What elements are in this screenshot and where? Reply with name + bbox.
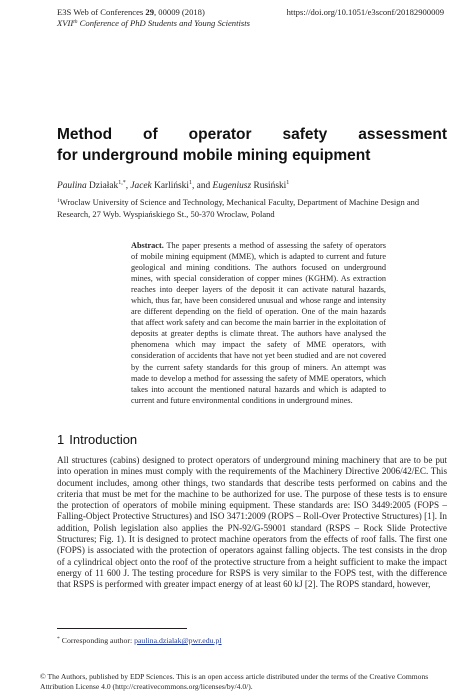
author-2: Jacek Karliński$^1$ <box>130 180 192 191</box>
abstract-label: Abstract. <box>131 241 164 250</box>
journal-volume: 29 <box>145 7 154 17</box>
running-header-left <box>57 7 250 29</box>
license-notice: © The Authors, published by EDP Sciences. This is an open access article distributed under the terms of the Creative Commons Attribution License 4.0 (http://creativecommons.org/licenses/by/4.0/). <box>40 672 429 691</box>
author-list: Paulina Działak$^{1,*}$, Jacek Karliński$^1$, and Eugeniusz Rusiński$^1$ <box>57 180 290 191</box>
author-3: Eugeniusz Rusiński$^1$ <box>212 180 290 191</box>
section-number: 1 <box>57 432 65 447</box>
doi-link[interactable]: https://doi.org/10.1051/e3sconf/20182900009 <box>286 7 444 17</box>
conference-name: XVIIth Conference of PhD Students and Young Scientists <box>57 18 250 28</box>
journal-name: E3S Web of Conferences 29, 00009 (2018) <box>57 7 205 17</box>
abstract-text: The paper presents a method of assessing the safety of operators of mobile mining equipment (MME), which is adapted to current and future geological and mining conditions. The authors focused on underground mines, with special consideration of copper mines (KGHM). As extraction reaches into deeper layers of the deposit it can activate natural hazards, which, thus far, have been considered unusual and whose range and intensity are different depending on the field of operation. One of the main hazards that affect work safety and can become the main barrier in the exploitation of deposits at greater depths is climate threat. The authors have analysed the phenomena which may impact the safety of MME operators, with consideration of accidents that have not yet been studied and are not covered by the current safety standards for this group of miners. An attempt was made to develop a method for assessing the safety of MME operators, which takes into account the mentioned natural hazards and which is adapted to current and future environmental conditions in underground mines. <box>131 241 387 405</box>
paper-title-line-2: for underground mobile mining equipment <box>57 147 371 164</box>
footnote-divider <box>57 628 187 629</box>
author-email-link[interactable]: paulina.dzialak@pwr.edu.pl <box>134 636 222 645</box>
section-title: Introduction <box>69 432 138 447</box>
corresponding-author-footnote: * Corresponding author: paulina.dzialak@pwr.edu.pl <box>57 636 222 645</box>
abstract <box>131 240 386 406</box>
section-heading <box>57 432 137 448</box>
paper-title-line-1: Method of operator safety assessment <box>57 126 447 143</box>
body-paragraph: All structures (cabins) designed to protect operators of underground mining machinery that are to be put into operation in mines must comply with the requirements of the Machinery Directive 2006/42/EC. This document includes, among other things, two standards that describe tests performed on cabins and the criteria that must be met for the machine to be authorized for use. The purpose of these tests is to ensure the protection of operators of mobile mining equipment. These standards are: ISO 3449:2005 (FOPS – Falling-Object Protective Structures) and ISO 3471:2009 (ROPS – Roll-Over Protective Structures) [1]. In addition, Polish legislation also applies the PN-92/G-59001 standard (RSPS – Rock Slide Protective Structures; Fig. 1). It is designed to protect machine operators from the effects of roof falls. The first one (FOPS) is associated with the protection of operators against falling objects. The test consists in the drop of a cylindrical object onto the roof of the protective structure from a height sufficient to make the impact energy of 11 600 J. The testing procedure for RSPS is very similar to the FOPS test, with the difference that RSPS is performed with greater impact energy of at least 60 kJ [2]. The ROPS standard, however, <box>57 455 447 590</box>
author-1: Paulina Działak$^{1,*}$ <box>57 180 126 191</box>
affiliation: $^1$Wroclaw University of Science and Technology, Mechanical Faculty, Department of Machine Design and Research, 27 Wyb. Wyspiańskiego St., 50-370 Wroclaw, Poland <box>57 197 420 219</box>
paper-title <box>57 124 447 166</box>
